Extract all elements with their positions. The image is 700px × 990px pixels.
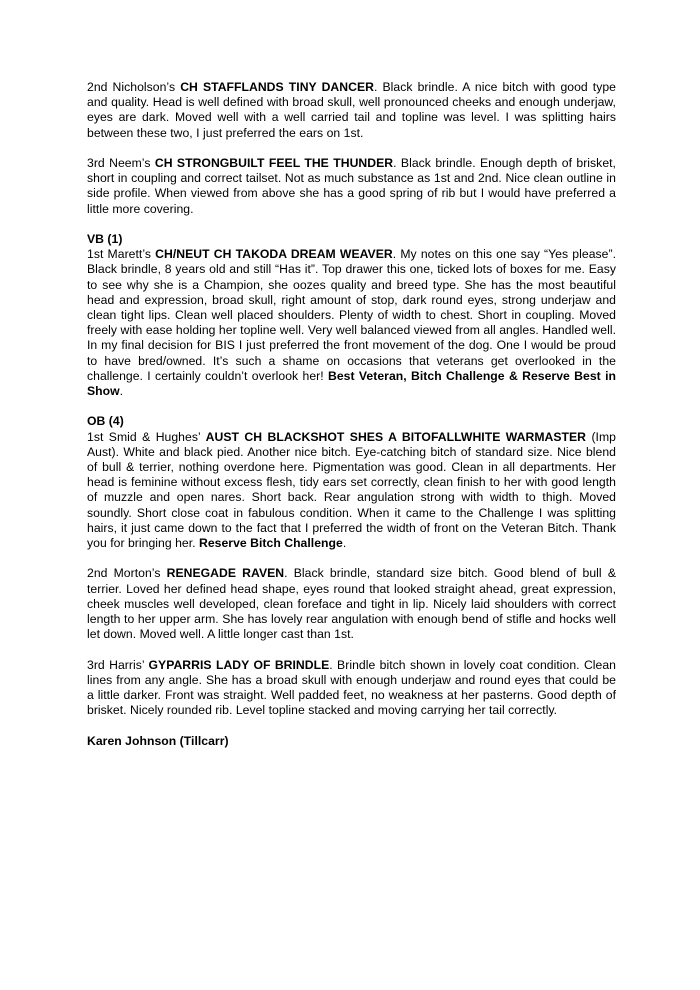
award-text: Best Veteran, Bitch Challenge & Reserve Best in Show [87, 368, 616, 399]
entry-suffix: . [119, 384, 124, 399]
class-heading-ob: OB (4) [87, 414, 124, 429]
entry-3rd [87, 156, 616, 217]
entry-text: . Black brindle. A nice bitch with good type and quality. Head is well defined with broad skull, well pronounced cheeks and enough underjaw, eyes are dark. Moved well with a well carried tail and topline was level. I was splitting hairs between these two, I just preferred the ears on 1st. [87, 80, 617, 140]
dog-name: CH/NEUT CH TAKODA DREAM WEAVER [155, 247, 393, 262]
dog-name: CH STRONGBUILT FEEL THE THUNDER [154, 156, 394, 170]
entry-prefix: 2nd Morton’s [87, 566, 167, 581]
dog-name: CH STAFFLANDS TINY DANCER [180, 80, 374, 94]
entry-text: . My notes on this one say “Yes please”. Black brindle, 8 years old and still “Has it”. Top drawer this one, ticked lots of boxes for me. Easy to see why she is a Champion, she oozes quality and breed type. She has the most beautiful head and expression, broad skull, right amount of stop, dark round eyes, strong underjaw and clean tight lips. Clean well placed shoulders. Plenty of width to chest. Short in coupling. Moved freely with ease holding her topline well. Very well balanced viewed from all angles. Handled well. In my final decision for BIS I just preferred the front movement of the dog. One I would be proud to have bred/owned. It’s such a shame on occasions that veterans get overlooked in the challenge. I certainly couldn’t overlook her! [87, 247, 616, 383]
dog-name: GYPARRIS LADY OF BRINDLE [148, 657, 330, 672]
entry-text: . Brindle bitch shown in lovely coat condition. Clean lines from any angle. She has a broad skull with enough underjaw and round eyes that could be a little darker. Front was straight. Well padded feet, no weakness at her pasterns. Good depth of brisket. Nicely rounded rib. Level topline stacked and moving carrying her tail correctly. [87, 657, 617, 718]
dog-name: RENEGADE RAVEN [166, 566, 285, 581]
entry-ob-1st [87, 430, 616, 552]
entry-text: . Black brindle, standard size bitch. Good blend of bull & terrier. Loved her defined head shape, eyes round that looked straight ahead, great expression, cheek muscles well developed, clean foreface and tight in lip. Nicely laid shoulders with correct length to her upper arm. She has lovely rear angulation with enough bend of stifle and hocks well let down. Moved well. A little longer cast than 1st. [87, 566, 616, 642]
entry-suffix: . [342, 536, 347, 551]
entry-prefix: 3rd Harris’ [87, 657, 149, 672]
entry-prefix: 3rd Neem’s [87, 156, 155, 170]
entry-prefix: 1st Smid & Hughes’ [87, 429, 206, 444]
class-heading-vb: VB (1) [87, 232, 123, 246]
dog-name: AUST CH BLACKSHOT SHES A BITOFALLWHITE WARMASTER [205, 429, 587, 444]
entry-text: (Imp Aust). White and black pied. Another nice bitch. Eye-catching bitch of standard size. Nice blend of bull & terrier, nothing overdone here. Pigmentation was good. Clean in all departments. Her head is feminine without excess flesh, tidy ears set correctly, clean finish to her with good length of muzzle and open nares. Short back. Rear angulation strong with width to thigh. Moved soundly. Short close coat in fabulous condition. When it came to the Challenge I was splitting hairs, it just came down to the fact that I preferred the width of front on the Veteran Bitch. Thank you for bringing her. [87, 429, 616, 551]
entry-text: . Black brindle. Enough depth of brisket, short in coupling and correct tailset. Not as much substance as 1st and 2nd. Nice clean outline in side profile. When viewed from above she has a good spring of rib but I would have preferred a little more covering. [87, 156, 616, 216]
critique-document [87, 80, 616, 764]
entry-ob-3rd [87, 658, 616, 719]
entry-2nd-open-dog [87, 80, 616, 141]
entry-prefix: 1st Marett’s [87, 247, 156, 262]
judge-signature: Karen Johnson (Tillcarr) [87, 733, 229, 748]
entry-vb-1st [87, 247, 616, 399]
entry-ob-2nd [87, 566, 616, 642]
award-text: Reserve Bitch Challenge [199, 536, 343, 551]
entry-prefix: 2nd Nicholson’s [87, 80, 181, 94]
